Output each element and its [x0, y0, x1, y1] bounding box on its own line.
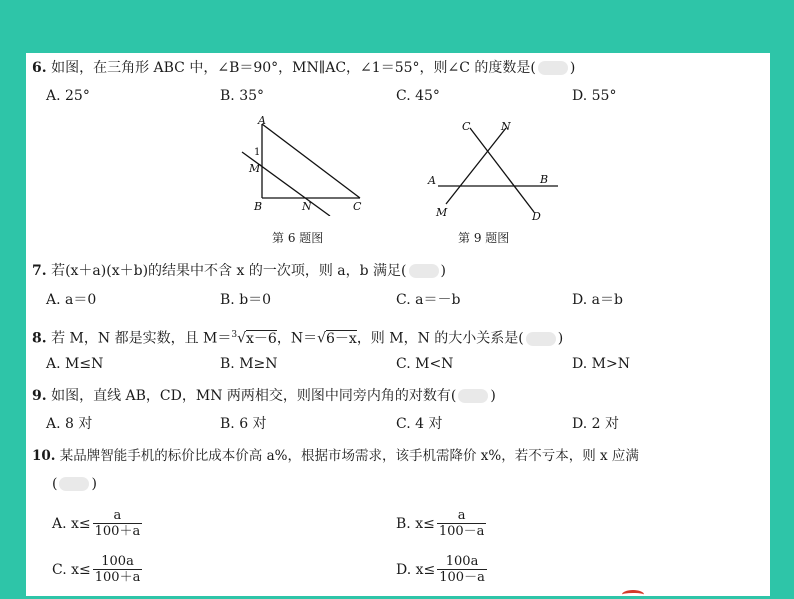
question-text: 若(x＋a)(x＋b)的结果中不含 x 的一次项，则 a，b 满足( [51, 263, 407, 279]
paren-close: ) [91, 476, 97, 492]
option-b[interactable]: B. 6 对 [220, 416, 267, 432]
cube-root-index: 3 [231, 330, 238, 340]
option-label: A. x≤ [52, 515, 91, 532]
question-text-post: ，则 M，N 的大小关系是( [356, 330, 524, 347]
decorative-mark [622, 590, 644, 599]
option-a[interactable]: A. a＝0 [46, 292, 97, 308]
line-mn [446, 128, 506, 204]
paren-close: ) [440, 263, 446, 279]
denominator: 100＋a [94, 524, 141, 539]
label-n: N [501, 120, 511, 133]
question-number: 10. [32, 448, 56, 464]
question-number: 9. [32, 388, 47, 404]
paren-close: ) [490, 388, 496, 404]
answer-blank[interactable] [526, 332, 556, 346]
option-a[interactable]: A. M≤N [46, 356, 104, 372]
option-b[interactable] [396, 508, 486, 539]
question-text-mid: ，N＝ [276, 330, 318, 347]
option-a[interactable]: A. 8 对 [46, 416, 93, 432]
label-b: B [254, 200, 263, 213]
side-ac [262, 124, 360, 198]
fraction [93, 508, 143, 539]
question-text: 如图，直线 AB，CD，MN 两两相交，则图中同旁内角的对数有( [51, 388, 457, 404]
option-b[interactable]: B. 35° [220, 88, 265, 104]
option-b[interactable]: B. M≥N [220, 356, 278, 372]
question-8 [32, 325, 563, 349]
label-a: A [258, 114, 266, 127]
question-number: 6. [32, 60, 47, 76]
question-number: 7. [32, 263, 47, 279]
question-10 [32, 446, 639, 466]
option-d[interactable]: D. 2 对 [572, 416, 619, 432]
answer-blank[interactable] [458, 389, 488, 403]
option-c[interactable]: C. 4 对 [396, 416, 443, 432]
answer-blank[interactable] [409, 264, 439, 278]
question-10-line2 [52, 474, 97, 494]
label-m: M [249, 162, 261, 175]
fraction [437, 554, 487, 585]
paren-open: ( [52, 476, 58, 492]
label-n: N [302, 200, 312, 213]
answer-blank[interactable] [538, 61, 568, 75]
label-d: D [532, 210, 541, 223]
option-label: C. x≤ [52, 561, 91, 578]
radical-sign-icon: √ [237, 330, 247, 347]
fraction [93, 554, 143, 585]
question-9 [32, 386, 496, 406]
option-d[interactable]: D. M>N [572, 356, 630, 372]
radicand-2: 6－x [326, 330, 357, 347]
question-7 [32, 261, 446, 281]
denominator: 100－a [439, 570, 485, 585]
denominator: 100＋a [94, 570, 141, 585]
answer-blank[interactable] [59, 477, 89, 491]
option-c[interactable]: C. M<N [396, 356, 454, 372]
label-a: A [428, 174, 436, 187]
numerator: a [437, 508, 487, 524]
question-number: 8. [32, 330, 47, 347]
label-b: B [540, 173, 549, 186]
option-d[interactable]: D. 55° [572, 88, 617, 104]
label-m: M [436, 206, 448, 219]
option-label: B. x≤ [396, 515, 435, 532]
figure-6-caption: 第 6 题图 [272, 231, 324, 245]
radical-sign-icon: √ [317, 330, 326, 347]
question-text-pre: 若 M，N 都是实数，且 M＝ [51, 330, 232, 347]
option-b[interactable]: B. b＝0 [220, 292, 272, 308]
denominator: 100－a [438, 524, 485, 539]
question-text: 某品牌智能手机的标价比成本价高 a%，根据市场需求，该手机需降价 x%，若不亏本，则 x 应满 [59, 448, 639, 464]
question-6 [32, 58, 575, 78]
figure-9-lines [424, 118, 560, 226]
label-c: C [462, 120, 471, 133]
figure-9-caption: 第 9 题图 [458, 231, 510, 245]
option-label: D. x≤ [396, 561, 436, 578]
numerator: 100a [437, 554, 487, 570]
numerator: a [93, 508, 143, 524]
radicand-1: x－6 [246, 330, 277, 347]
option-c[interactable] [52, 554, 142, 585]
option-a[interactable]: A. 25° [46, 88, 90, 104]
option-c[interactable]: C. a＝－b [396, 292, 461, 308]
option-d[interactable]: D. a＝b [572, 292, 623, 308]
paren-close: ) [557, 330, 564, 347]
option-d[interactable] [396, 554, 487, 585]
fraction [437, 508, 487, 539]
option-a[interactable] [52, 508, 142, 539]
label-angle-1: 1 [254, 147, 261, 158]
question-text: 如图，在三角形 ABC 中，∠B＝90°，MN∥AC，∠1＝55°，则∠C 的度数是( [51, 60, 536, 76]
option-c[interactable]: C. 45° [396, 88, 440, 104]
label-c: C [353, 200, 362, 213]
figure-6-triangle [236, 114, 372, 216]
line-cd [470, 128, 534, 212]
numerator: 100a [93, 554, 143, 570]
paren-close: ) [569, 60, 576, 76]
